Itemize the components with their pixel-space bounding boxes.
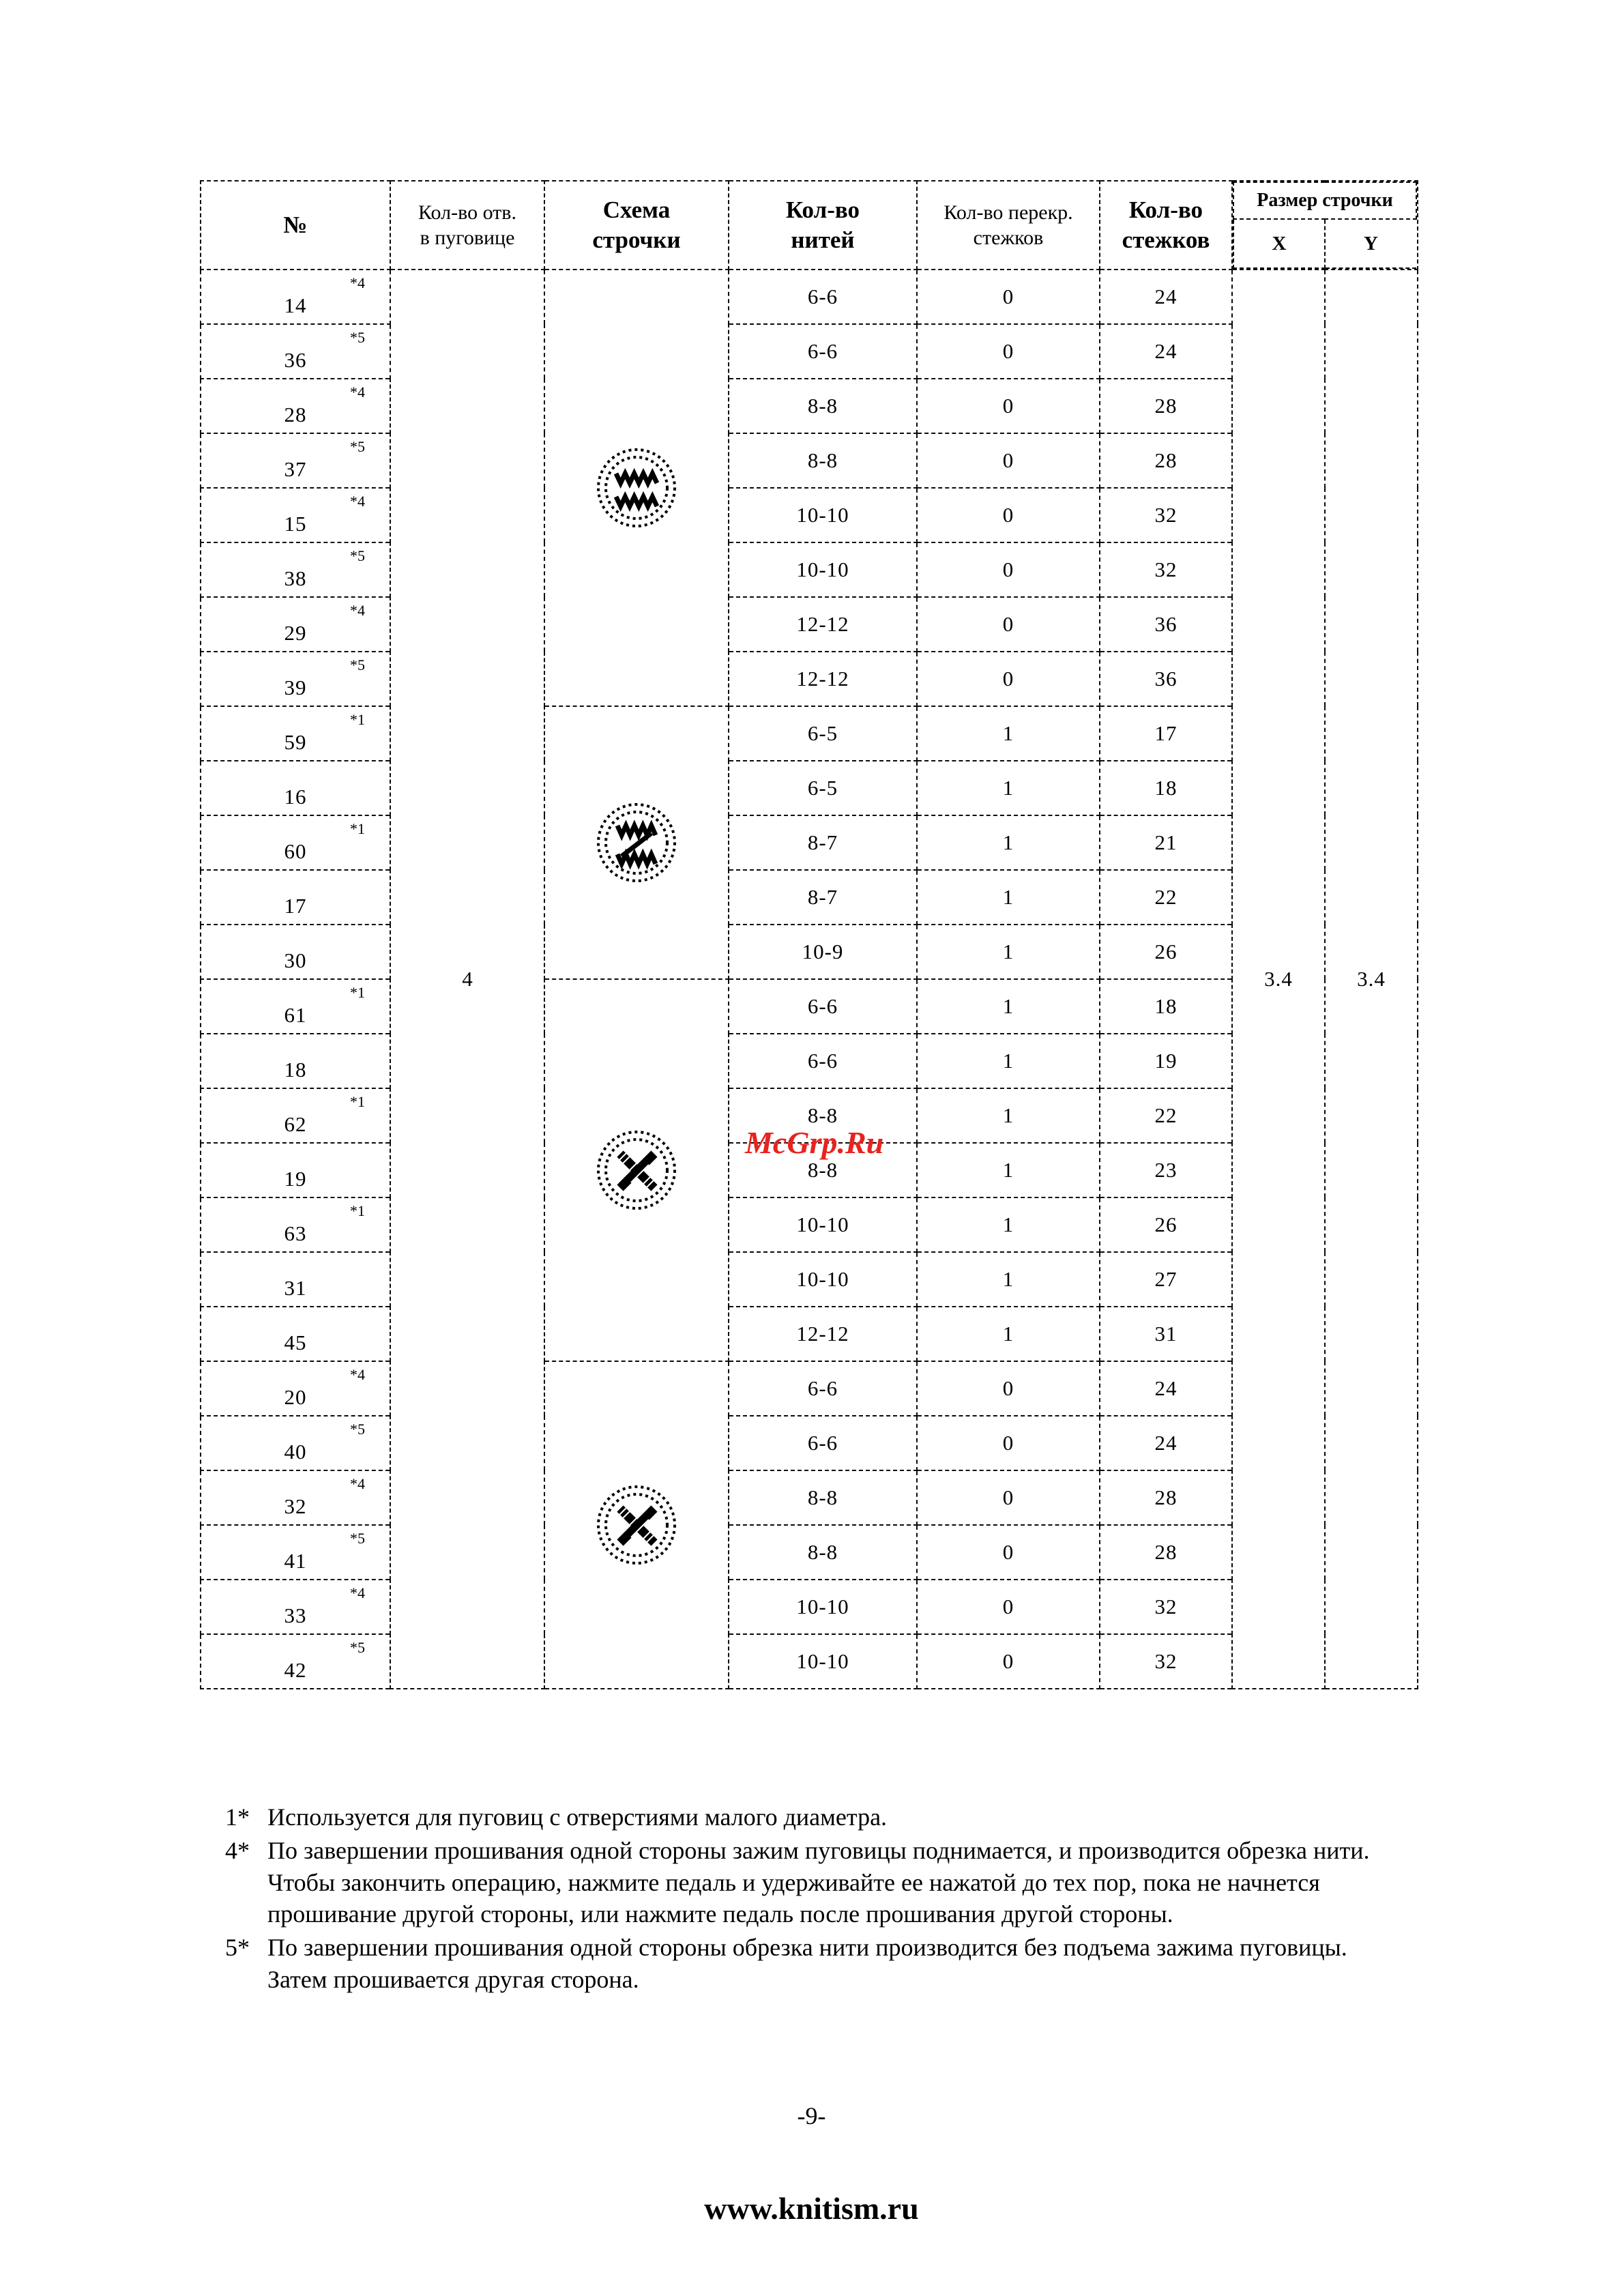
cell-overlap-stitches: 0 bbox=[917, 488, 1100, 542]
cell-row-number bbox=[201, 1252, 390, 1307]
cell-stitch-count: 24 bbox=[1100, 1416, 1232, 1470]
cell-stitch-count: 36 bbox=[1100, 597, 1232, 652]
row-number-value: 33 bbox=[284, 1603, 307, 1627]
cell-row-number bbox=[201, 761, 390, 815]
cell-thread-count: 10-10 bbox=[729, 1580, 917, 1634]
cell-thread-count: 10-10 bbox=[729, 1252, 917, 1307]
cell-overlap-stitches: 1 bbox=[917, 1252, 1100, 1307]
cell-stitch-count: 28 bbox=[1100, 1525, 1232, 1580]
footnote-marker: 1* bbox=[225, 1803, 250, 1831]
cell-row-number bbox=[201, 870, 390, 925]
cell-row-number bbox=[201, 1307, 390, 1361]
cell-row-number bbox=[201, 488, 390, 542]
cell-overlap-stitches: 1 bbox=[917, 925, 1100, 979]
site-footer: www.knitism.ru bbox=[704, 2191, 919, 2226]
cell-overlap-stitches: 0 bbox=[917, 1416, 1100, 1470]
column-header-overlap-line2: стежков bbox=[973, 227, 1044, 249]
cell-row-number bbox=[201, 815, 390, 870]
header-row bbox=[201, 181, 1418, 270]
cell-thread-count: 12-12 bbox=[729, 1307, 917, 1361]
cell-size-x: 3.4 bbox=[1232, 270, 1325, 1689]
cell-thread-count: 6-6 bbox=[729, 1416, 917, 1470]
cell-row-number bbox=[201, 652, 390, 706]
cell-row-number bbox=[201, 1416, 390, 1470]
cell-thread-count: 10-10 bbox=[729, 542, 917, 597]
row-footnote-marker: *4 bbox=[350, 1475, 365, 1492]
cell-overlap-stitches: 0 bbox=[917, 433, 1100, 488]
column-header-holes-line1: Кол-во отв. bbox=[418, 201, 516, 224]
column-header-size-y: Y bbox=[1325, 219, 1416, 268]
column-header-stitches bbox=[1100, 181, 1232, 270]
table-body bbox=[201, 270, 1418, 1689]
cell-stitch-count: 24 bbox=[1100, 270, 1232, 324]
cell-stitch-count: 26 bbox=[1100, 1197, 1232, 1252]
cell-overlap-stitches: 0 bbox=[917, 652, 1100, 706]
footnote-item bbox=[225, 1932, 1412, 1996]
cell-thread-count: 8-8 bbox=[729, 379, 917, 433]
cell-thread-count: 8-8 bbox=[729, 433, 917, 488]
row-number-value: 36 bbox=[284, 348, 307, 372]
footnotes-block bbox=[225, 1801, 1412, 1997]
row-number-value: 61 bbox=[284, 1003, 307, 1027]
cell-row-number bbox=[201, 1580, 390, 1634]
cell-stitch-count: 32 bbox=[1100, 488, 1232, 542]
column-header-no: № bbox=[201, 181, 390, 270]
cell-overlap-stitches: 1 bbox=[917, 761, 1100, 815]
cell-thread-count: 8-7 bbox=[729, 815, 917, 870]
cell-row-number bbox=[201, 1525, 390, 1580]
cell-stitch-count: 28 bbox=[1100, 433, 1232, 488]
column-header-overlap bbox=[917, 181, 1100, 270]
cell-stitch-schema bbox=[544, 1361, 729, 1689]
cell-row-number bbox=[201, 925, 390, 979]
cell-overlap-stitches: 1 bbox=[917, 1143, 1100, 1197]
column-header-threads-line1: Кол-во bbox=[785, 197, 860, 224]
column-header-size-x: X bbox=[1233, 219, 1325, 268]
footnote-marker: 4* bbox=[225, 1836, 250, 1864]
footnote-text: По завершении прошивания одной стороны обрезка нити производится без подъема зажима пуговицы. Затем прошивается другая сторона. bbox=[267, 1934, 1347, 1993]
cell-overlap-stitches: 0 bbox=[917, 1525, 1100, 1580]
cell-stitch-count: 18 bbox=[1100, 761, 1232, 815]
cell-stitch-count: 26 bbox=[1100, 925, 1232, 979]
row-footnote-marker: *4 bbox=[350, 274, 365, 291]
cell-thread-count: 6-6 bbox=[729, 324, 917, 379]
cell-row-number bbox=[201, 1634, 390, 1689]
cell-overlap-stitches: 1 bbox=[917, 1197, 1100, 1252]
column-header-size-group bbox=[1232, 181, 1418, 270]
cell-stitch-count: 22 bbox=[1100, 1088, 1232, 1143]
cell-holes-count: 4 bbox=[390, 270, 544, 1689]
row-number-value: 40 bbox=[284, 1440, 307, 1464]
cell-row-number bbox=[201, 1088, 390, 1143]
cell-overlap-stitches: 0 bbox=[917, 1470, 1100, 1525]
row-footnote-marker: *5 bbox=[350, 1421, 365, 1438]
row-footnote-marker: *4 bbox=[350, 1584, 365, 1601]
cell-thread-count: 10-9 bbox=[729, 925, 917, 979]
cell-thread-count: 6-6 bbox=[729, 979, 917, 1034]
footnote-text: По завершении прошивания одной стороны зажим пуговицы поднимается, и производится обрезка нити. Чтобы закончить операцию, нажмите педаль и удерживайте ее нажатой до тех пор, пока не начнется прошивание другой стороны, или нажмите педаль после прошивания другой стороны. bbox=[267, 1836, 1370, 1928]
cell-overlap-stitches: 1 bbox=[917, 1034, 1100, 1088]
cell-overlap-stitches: 1 bbox=[917, 1307, 1100, 1361]
row-footnote-marker: *4 bbox=[350, 602, 365, 619]
cell-overlap-stitches: 1 bbox=[917, 979, 1100, 1034]
cell-overlap-stitches: 0 bbox=[917, 542, 1100, 597]
cell-overlap-stitches: 0 bbox=[917, 270, 1100, 324]
cell-thread-count: 6-6 bbox=[729, 270, 917, 324]
row-footnote-marker: *5 bbox=[350, 1639, 365, 1656]
cell-row-number bbox=[201, 433, 390, 488]
cell-row-number bbox=[201, 1143, 390, 1197]
table-row bbox=[201, 270, 1418, 324]
cell-stitch-count: 22 bbox=[1100, 870, 1232, 925]
row-number-value: 41 bbox=[284, 1549, 307, 1573]
row-number-value: 39 bbox=[284, 675, 307, 699]
row-footnote-marker: *1 bbox=[350, 820, 365, 837]
cell-stitch-count: 23 bbox=[1100, 1143, 1232, 1197]
cell-thread-count: 12-12 bbox=[729, 597, 917, 652]
cell-thread-count: 10-10 bbox=[729, 1197, 917, 1252]
cell-thread-count: 8-8 bbox=[729, 1088, 917, 1143]
cell-overlap-stitches: 1 bbox=[917, 815, 1100, 870]
row-footnote-marker: *1 bbox=[350, 711, 365, 728]
specification-table bbox=[200, 180, 1418, 1689]
row-number-value: 17 bbox=[284, 894, 307, 918]
column-header-stitches-line2: стежков bbox=[1122, 227, 1210, 253]
cell-stitch-count: 32 bbox=[1100, 542, 1232, 597]
cell-stitch-schema bbox=[544, 979, 729, 1361]
row-number-value: 18 bbox=[284, 1058, 307, 1081]
cell-stitch-count: 32 bbox=[1100, 1634, 1232, 1689]
cell-stitch-count: 24 bbox=[1100, 324, 1232, 379]
row-number-value: 37 bbox=[284, 457, 307, 481]
column-header-size-title: Размер строчки bbox=[1233, 182, 1416, 219]
column-header-stitches-line1: Кол-во bbox=[1128, 197, 1203, 224]
cell-stitch-count: 28 bbox=[1100, 379, 1232, 433]
row-number-value: 63 bbox=[284, 1221, 307, 1245]
footnote-marker: 5* bbox=[225, 1934, 250, 1962]
row-number-value: 30 bbox=[284, 948, 307, 972]
row-number-value: 14 bbox=[284, 293, 307, 317]
row-number-value: 32 bbox=[284, 1494, 307, 1518]
cell-stitch-schema bbox=[544, 706, 729, 979]
cell-overlap-stitches: 1 bbox=[917, 1088, 1100, 1143]
cell-stitch-count: 28 bbox=[1100, 1470, 1232, 1525]
row-number-value: 62 bbox=[284, 1112, 307, 1136]
cell-row-number bbox=[201, 1470, 390, 1525]
cell-overlap-stitches: 0 bbox=[917, 324, 1100, 379]
row-number-value: 29 bbox=[284, 621, 307, 645]
row-footnote-marker: *5 bbox=[350, 438, 365, 455]
specification-table-container bbox=[200, 180, 1417, 1689]
row-footnote-marker: *1 bbox=[350, 984, 365, 1001]
cell-row-number bbox=[201, 324, 390, 379]
row-footnote-marker: *5 bbox=[350, 656, 365, 673]
column-header-schema-line1: Схема bbox=[602, 197, 671, 224]
row-footnote-marker: *4 bbox=[350, 493, 365, 510]
row-number-value: 28 bbox=[284, 403, 307, 426]
cell-overlap-stitches: 0 bbox=[917, 1580, 1100, 1634]
cell-stitch-schema bbox=[544, 270, 729, 706]
cell-thread-count: 8-7 bbox=[729, 870, 917, 925]
cell-thread-count: 12-12 bbox=[729, 652, 917, 706]
cell-thread-count: 6-5 bbox=[729, 706, 917, 761]
column-header-schema-line2: строчки bbox=[592, 227, 681, 253]
page-number: -9- bbox=[797, 2102, 826, 2130]
cell-stitch-count: 19 bbox=[1100, 1034, 1232, 1088]
cell-row-number bbox=[201, 1361, 390, 1416]
cell-stitch-count: 21 bbox=[1100, 815, 1232, 870]
cell-stitch-count: 32 bbox=[1100, 1580, 1232, 1634]
cell-overlap-stitches: 0 bbox=[917, 1361, 1100, 1416]
watermark-text: McGrp.Ru bbox=[745, 1125, 884, 1160]
cell-stitch-count: 17 bbox=[1100, 706, 1232, 761]
row-footnote-marker: *5 bbox=[350, 547, 365, 564]
column-header-schema bbox=[544, 181, 729, 270]
row-number-value: 45 bbox=[284, 1331, 307, 1354]
row-footnote-marker: *1 bbox=[350, 1202, 365, 1219]
cell-thread-count: 8-8 bbox=[729, 1470, 917, 1525]
cell-row-number bbox=[201, 1034, 390, 1088]
cell-size-y: 3.4 bbox=[1325, 270, 1418, 1689]
cell-stitch-count: 31 bbox=[1100, 1307, 1232, 1361]
row-number-value: 16 bbox=[284, 785, 307, 809]
cell-overlap-stitches: 1 bbox=[917, 870, 1100, 925]
column-header-holes bbox=[390, 181, 544, 270]
cell-row-number bbox=[201, 542, 390, 597]
cell-overlap-stitches: 0 bbox=[917, 1634, 1100, 1689]
column-header-overlap-line1: Кол-во перекр. bbox=[944, 201, 1073, 224]
footnote-item bbox=[225, 1801, 1412, 1833]
row-footnote-marker: *4 bbox=[350, 383, 365, 401]
row-number-value: 42 bbox=[284, 1658, 307, 1682]
table-header bbox=[201, 181, 1418, 270]
cell-thread-count: 6-6 bbox=[729, 1361, 917, 1416]
cell-thread-count: 8-8 bbox=[729, 1143, 917, 1197]
cell-thread-count: 10-10 bbox=[729, 1634, 917, 1689]
cell-thread-count: 6-6 bbox=[729, 1034, 917, 1088]
row-number-value: 38 bbox=[284, 566, 307, 590]
row-footnote-marker: *1 bbox=[350, 1093, 365, 1110]
row-footnote-marker: *4 bbox=[350, 1366, 365, 1383]
footnote-item bbox=[225, 1835, 1412, 1930]
cell-stitch-count: 36 bbox=[1100, 652, 1232, 706]
row-number-value: 60 bbox=[284, 839, 307, 863]
cell-row-number bbox=[201, 597, 390, 652]
row-number-value: 20 bbox=[284, 1385, 307, 1409]
cell-stitch-count: 27 bbox=[1100, 1252, 1232, 1307]
cell-thread-count: 8-8 bbox=[729, 1525, 917, 1580]
cell-row-number bbox=[201, 270, 390, 324]
cell-row-number bbox=[201, 1197, 390, 1252]
footnote-text: Используется для пуговиц с отверстиями малого диаметра. bbox=[267, 1803, 888, 1831]
cell-row-number bbox=[201, 706, 390, 761]
cell-stitch-count: 24 bbox=[1100, 1361, 1232, 1416]
column-header-threads bbox=[729, 181, 917, 270]
cell-stitch-count: 18 bbox=[1100, 979, 1232, 1034]
cell-overlap-stitches: 1 bbox=[917, 706, 1100, 761]
row-footnote-marker: *5 bbox=[350, 1530, 365, 1547]
row-number-value: 15 bbox=[284, 512, 307, 536]
row-footnote-marker: *5 bbox=[350, 329, 365, 346]
column-header-threads-line2: нитей bbox=[791, 227, 855, 253]
cell-row-number bbox=[201, 979, 390, 1034]
row-number-value: 59 bbox=[284, 730, 307, 754]
cell-row-number bbox=[201, 379, 390, 433]
column-header-holes-line2: в пуговице bbox=[420, 227, 515, 249]
cell-overlap-stitches: 0 bbox=[917, 597, 1100, 652]
cell-thread-count: 6-5 bbox=[729, 761, 917, 815]
row-number-value: 19 bbox=[284, 1167, 307, 1191]
cell-overlap-stitches: 0 bbox=[917, 379, 1100, 433]
cell-thread-count: 10-10 bbox=[729, 488, 917, 542]
row-number-value: 31 bbox=[284, 1276, 307, 1300]
